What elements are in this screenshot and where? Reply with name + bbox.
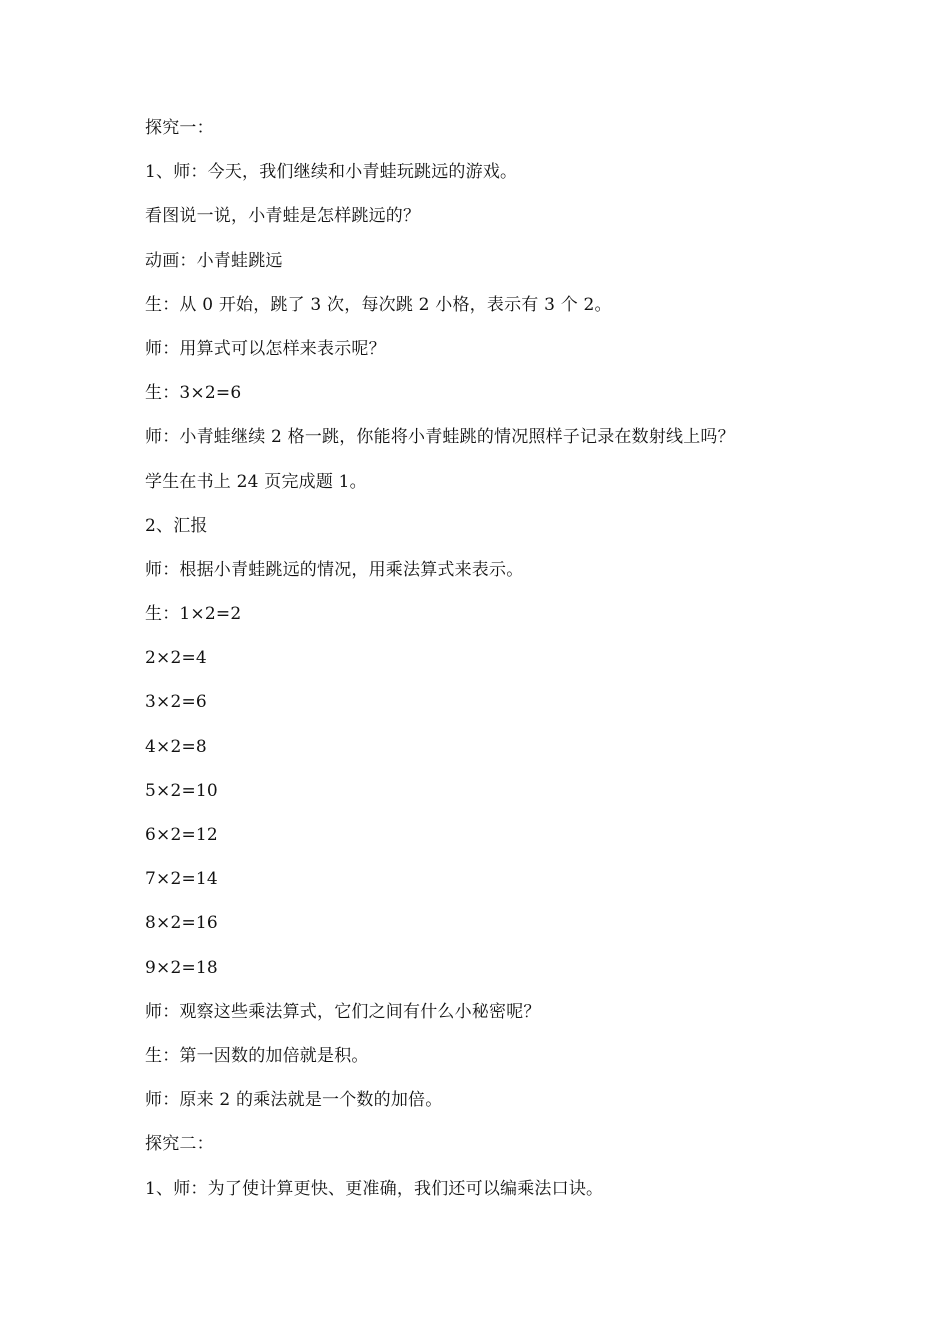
paragraph-line: 1、师：为了使计算更快、更准确，我们还可以编乘法口诀。 xyxy=(145,1178,604,1199)
section-heading-explore-1: 探究一： xyxy=(145,118,214,138)
paragraph-line: 师：小青蛙继续 2 格一跳，你能将小青蛙跳的情况照样子记录在数射线上吗？ xyxy=(145,427,735,448)
paragraph-line: 师：观察这些乘法算式，它们之间有什么小秘密呢？ xyxy=(145,1001,541,1022)
equation-line: 5×2=10 xyxy=(145,780,218,801)
subsection-heading-report: 2、汇报 xyxy=(145,515,208,536)
equation-line: 7×2=14 xyxy=(145,869,218,890)
equation-line: 3×2=6 xyxy=(145,692,207,713)
equation-line: 生：1×2=2 xyxy=(145,604,242,625)
paragraph-line: 师：根据小青蛙跳远的情况，用乘法算式来表示。 xyxy=(145,559,524,580)
equation-line: 4×2=8 xyxy=(145,736,207,757)
equation-line: 9×2=18 xyxy=(145,957,218,978)
document-body xyxy=(145,117,905,1222)
paragraph-line: 看图说一说，小青蛙是怎样跳远的？ xyxy=(145,206,421,227)
paragraph-line: 动画：小青蛙跳远 xyxy=(145,250,283,271)
section-heading-explore-2: 探究二： xyxy=(145,1134,214,1155)
paragraph-line: 1、师：今天，我们继续和小青蛙玩跳远的游戏。 xyxy=(145,162,518,183)
equation-line: 2×2=4 xyxy=(145,648,207,669)
paragraph-line: 师：原来 2 的乘法就是一个数的加倍。 xyxy=(145,1090,443,1111)
paragraph-line: 生：第一因数的加倍就是积。 xyxy=(145,1045,369,1066)
paragraph-line: 师：用算式可以怎样来表示呢？ xyxy=(145,338,386,359)
equation-line: 生：3×2=6 xyxy=(145,383,242,404)
equation-line: 8×2=16 xyxy=(145,913,218,934)
paragraph-line: 学生在书上 24 页完成题 1。 xyxy=(145,471,367,492)
equation-line: 6×2=12 xyxy=(145,825,218,845)
paragraph-line: 生：从 0 开始，跳了 3 次，每次跳 2 小格，表示有 3 个 2。 xyxy=(145,294,612,315)
